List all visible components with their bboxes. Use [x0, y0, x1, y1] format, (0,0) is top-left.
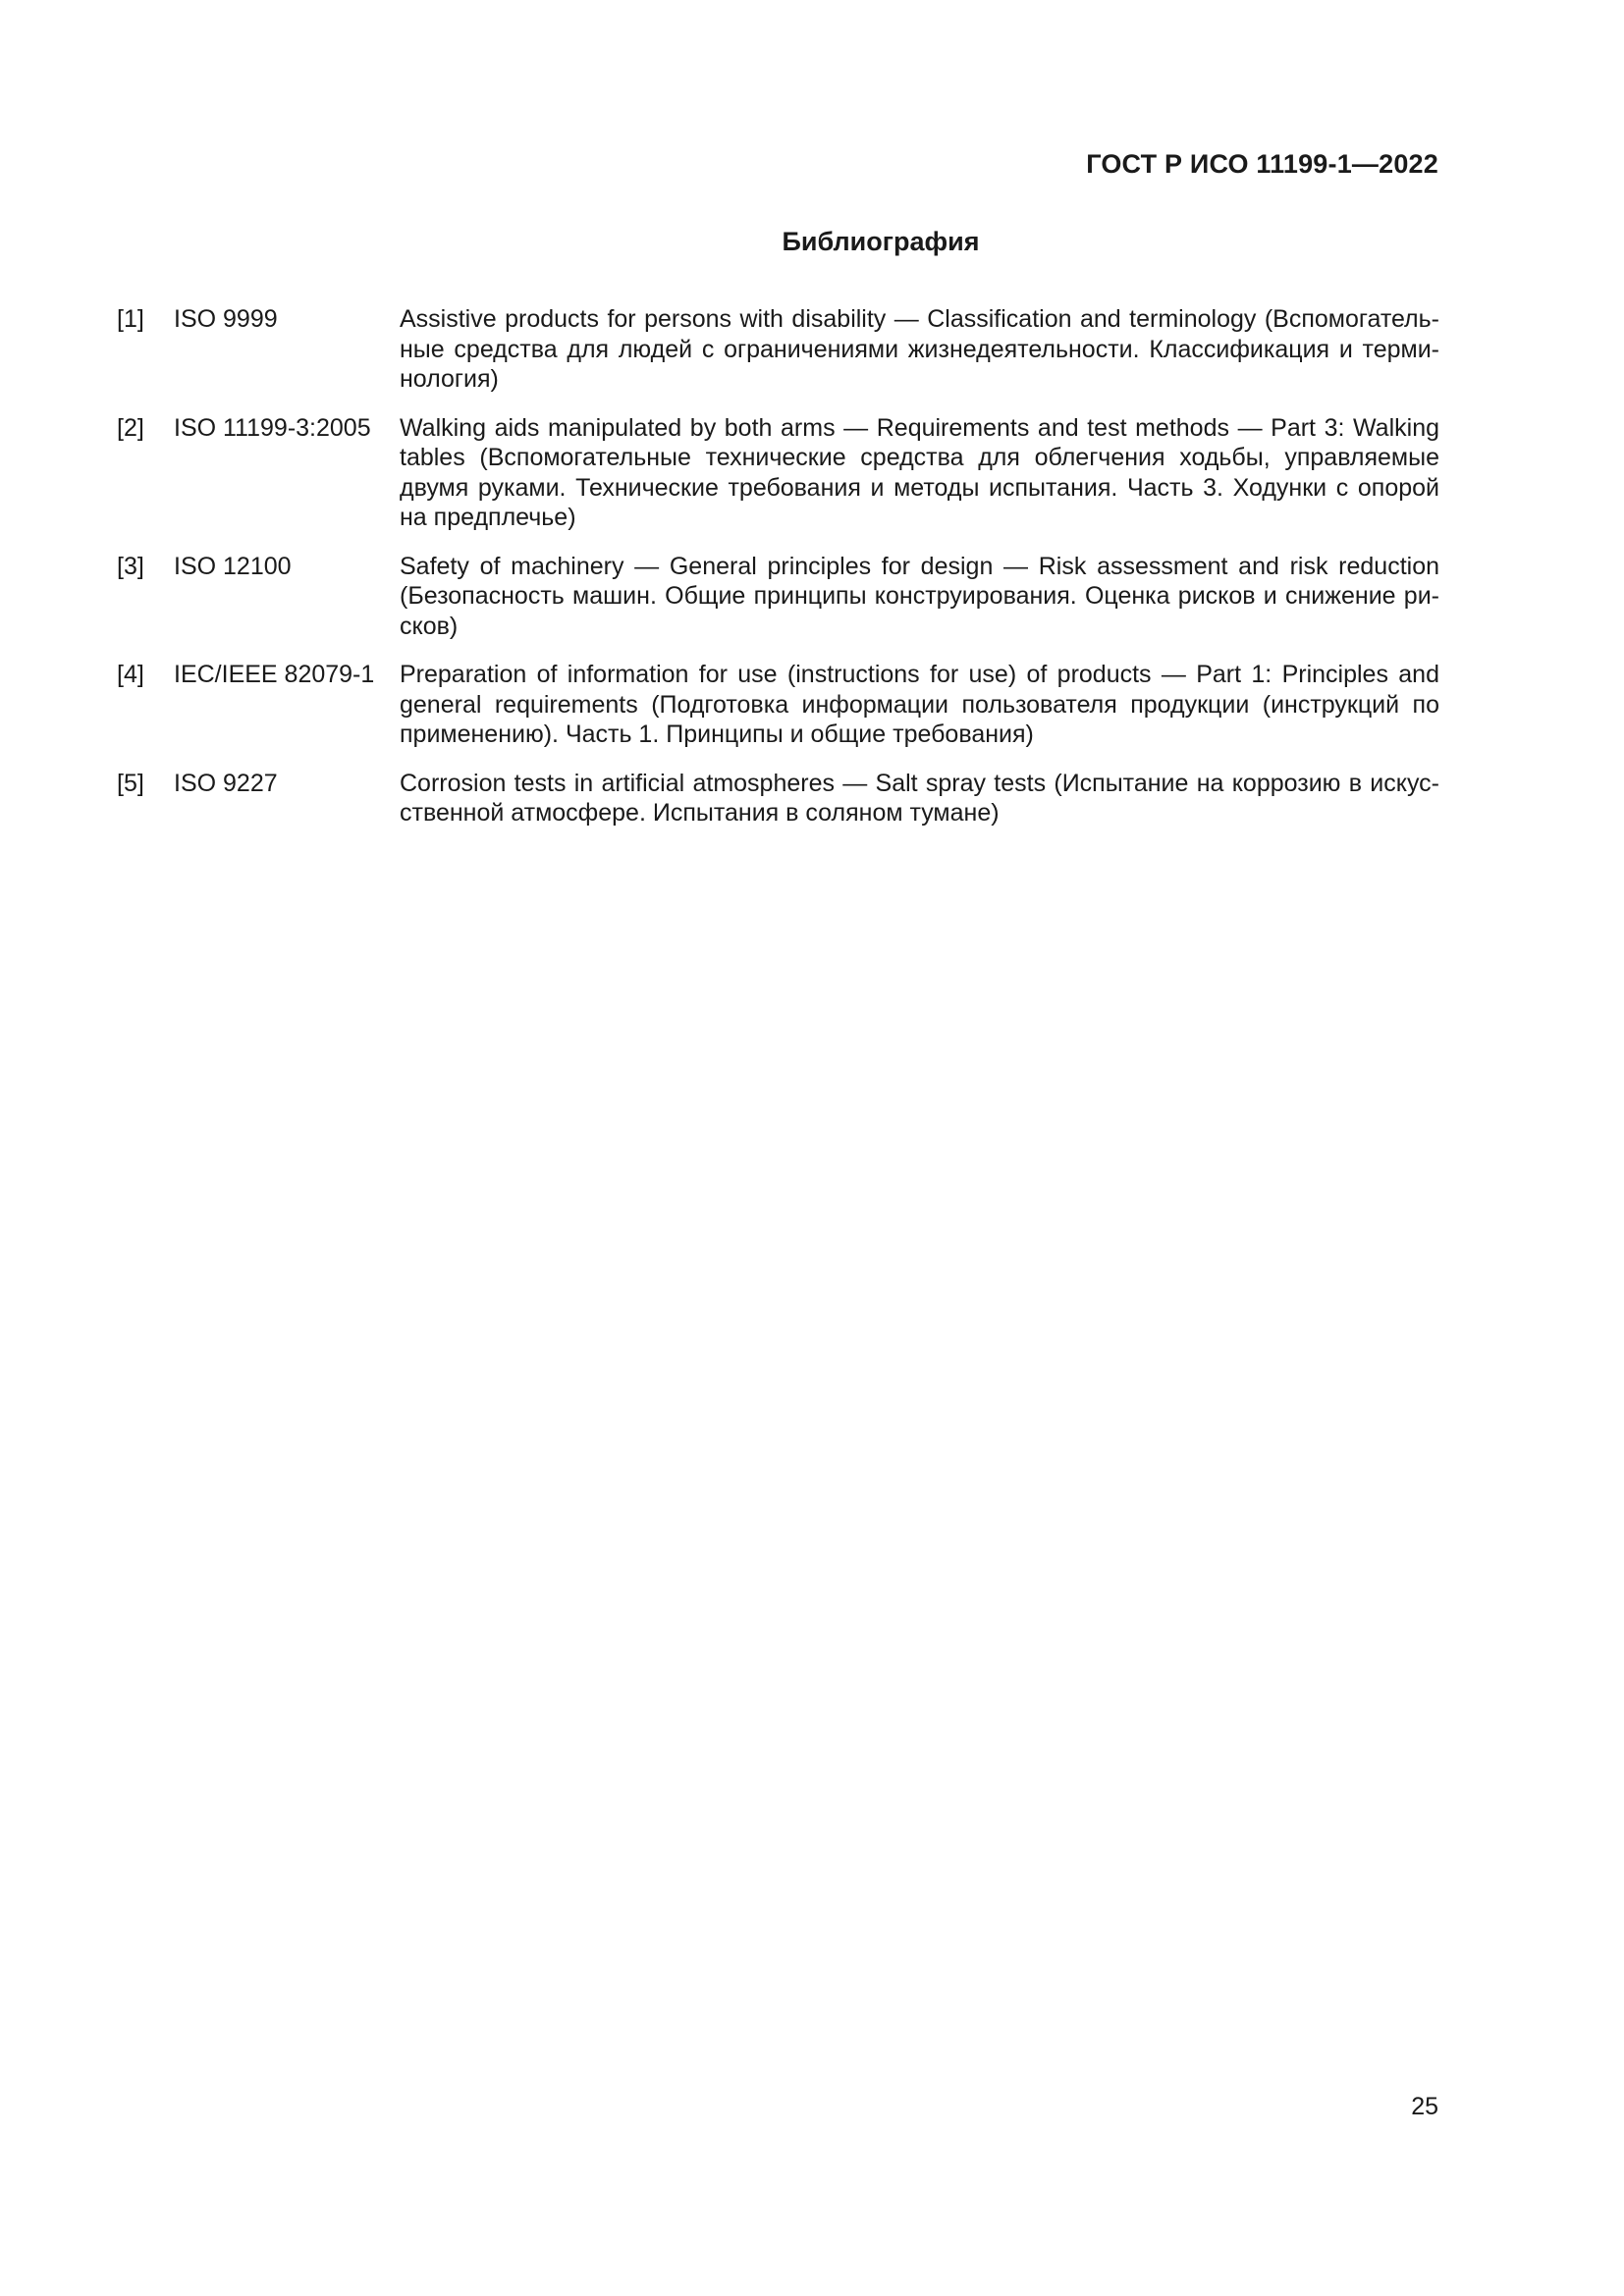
reference-number: [4] — [117, 661, 144, 688]
reference-description: Safety of machinery — General principles for design — Risk assessment and risk reduction (Безопасность машин. Общие принципы конструирования. Оценка рисков и снижение рисков) — [400, 552, 1439, 640]
reference-item — [117, 413, 1439, 533]
reference-item — [117, 552, 1439, 642]
page-number: 25 — [1411, 2093, 1438, 2120]
reference-code: IEC/IEEE 82079-1 — [174, 661, 375, 688]
reference-code: ISO 9227 — [174, 769, 278, 797]
reference-code: ISO 11199-3:2005 — [174, 413, 371, 442]
reference-description: Walking aids manipulated by both arms — Requirements and test methods — Part 3: Walking tables (Вспомогательные технические средства для облегчения ходьбы, управляемые двумя руками. Технические требования и методы испытания. Часть 3. Ходунки с опорой на предплечье) — [400, 413, 1439, 531]
reference-description: Assistive products for persons with disability — Classification and terminology (Вспомогательные средства для людей с ограничениями жизнедеятельности. Классификация и терминология) — [400, 305, 1439, 393]
reference-code: ISO 9999 — [174, 305, 278, 333]
reference-description: Preparation of information for use (instructions for use) of products — Part 1: Principles and general requirements (Подготовка информации пользователя продукции (инструкций по применению). Часть 1. Принципы и общие требования) — [400, 661, 1439, 748]
reference-item — [117, 660, 1439, 750]
reference-code: ISO 12100 — [174, 552, 292, 580]
reference-number: [3] — [117, 552, 144, 580]
section-title: Библиография — [782, 227, 980, 256]
document-code: ГОСТ Р ИСО 11199-1—2022 — [1086, 149, 1438, 179]
reference-number: [5] — [117, 769, 144, 797]
reference-number: [2] — [117, 413, 144, 442]
reference-item — [117, 769, 1439, 828]
reference-item — [117, 304, 1439, 395]
reference-description: Corrosion tests in artificial atmospheres — Salt spray tests (Испытание на коррозию в искусственной атмосфере. Испытания в соляном тумане) — [400, 769, 1439, 827]
bibliography-list — [117, 304, 1439, 847]
reference-number: [1] — [117, 305, 144, 333]
